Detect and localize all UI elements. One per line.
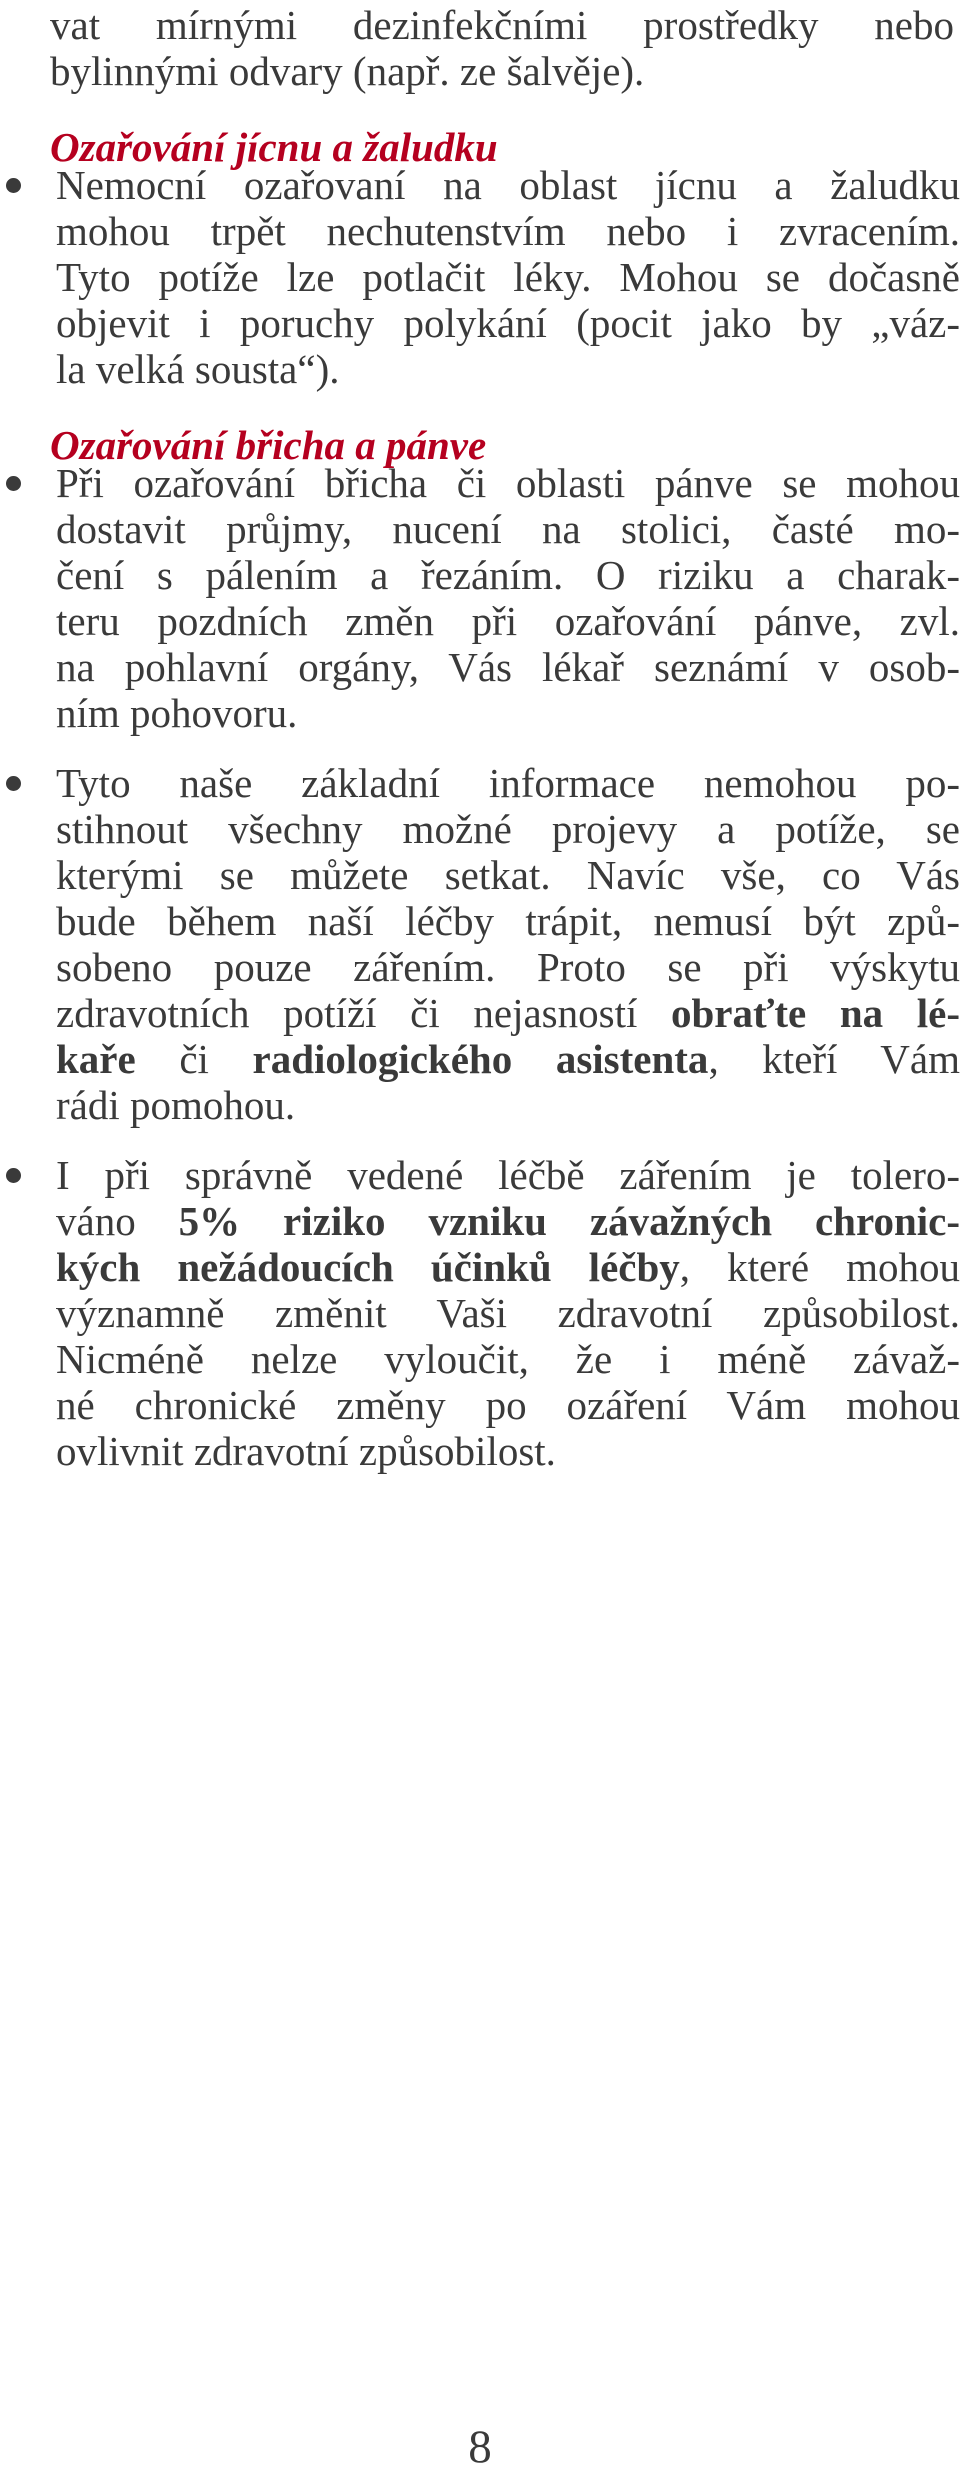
intro-line-1: vat mírnými dezinfekčními prostředky nebo	[50, 2, 954, 48]
bullet4-line-5: Nicméně nelze vyloučit, že i méně závaž-	[56, 1336, 960, 1382]
emphasis-risk: 5% riziko vzniku závažných chronic-	[178, 1198, 960, 1244]
emphasis-contact-doctor: obraťte na lé-	[670, 990, 960, 1036]
section1-line-5: la velká sousta“).	[56, 346, 340, 392]
section2-line-3: čení s pálením a řezáním. O riziku a charak-	[56, 552, 960, 598]
bullet4-text: váno	[56, 1198, 179, 1244]
bullet3-text: či	[135, 1036, 253, 1082]
bullet4-line-3	[56, 1242, 960, 1292]
bullet3-line-3: kterými se můžete setkat. Navíc vše, co Vás	[56, 852, 960, 898]
section2-line-1: Při ozařování břicha či oblasti pánve se mohou	[56, 460, 960, 506]
bullet-dot	[6, 178, 21, 193]
section2-line-4: teru pozdních změn při ozařování pánve, zvl.	[56, 598, 960, 644]
emphasis-radiology-assistant: radiologického asistenta	[252, 1036, 709, 1082]
bullet3-line-8: rádi pomohou.	[56, 1082, 296, 1128]
bullet3-line-1: Tyto naše základní informace nemohou po-	[56, 760, 960, 806]
emphasis-doctor: kaře	[56, 1036, 136, 1082]
bullet3-line-7	[56, 1034, 960, 1084]
bullet-dot	[6, 476, 21, 491]
bullet-dot	[6, 1168, 21, 1183]
section1-line-1: Nemocní ozařovaní na oblast jícnu a žaludku	[56, 162, 960, 208]
bullet3-text: zdravotních potíží či nejasností	[56, 990, 671, 1036]
emphasis-side-effects: kých nežádoucích účinků léčby	[56, 1244, 680, 1290]
bullet3-line-4: bude během naší léčby trápit, nemusí být způ-	[56, 898, 960, 944]
bullet4-line-2	[56, 1196, 960, 1246]
bullet4-line-4: významně změnit Vaši zdravotní způsobilost.	[56, 1290, 960, 1336]
section-heading-esophagus-stomach: Ozařování jícnu a žaludku	[50, 124, 498, 170]
section1-line-3: Tyto potíže lze potlačit léky. Mohou se dočasně	[56, 254, 960, 300]
section2-line-5: na pohlavní orgány, Vás lékař seznámí v osob-	[56, 644, 960, 690]
section-heading-abdomen-pelvis: Ozařování břicha a pánve	[50, 422, 487, 468]
intro-line-2: bylinnými odvary (např. ze šalvěje).	[50, 48, 645, 94]
bullet3-line-2: stihnout všechny možné projevy a potíže, se	[56, 806, 960, 852]
bullet4-line-1: I při správně vedené léčbě zářením je tolero-	[56, 1152, 960, 1198]
bullet3-text: , kteří Vám	[708, 1036, 960, 1082]
bullet4-line-6: né chronické změny po ozáření Vám mohou	[56, 1382, 960, 1428]
bullet4-line-7: ovlivnit zdravotní způsobilost.	[56, 1428, 556, 1474]
bullet3-line-5: sobeno pouze zářením. Proto se při výskytu	[56, 944, 960, 990]
bullet4-text: , které mohou	[679, 1244, 960, 1290]
section2-line-2: dostavit průjmy, nucení na stolici, časté mo-	[56, 506, 960, 552]
section2-line-6: ním pohovoru.	[56, 690, 298, 736]
bullet-dot	[6, 776, 21, 791]
page-number: 8	[468, 2421, 492, 2473]
bullet3-line-6	[56, 988, 960, 1038]
section1-line-4: objevit i poruchy polykání (pocit jako by „váz-	[56, 300, 960, 346]
section1-line-2: mohou trpět nechutenstvím nebo i zvracením.	[56, 208, 960, 254]
